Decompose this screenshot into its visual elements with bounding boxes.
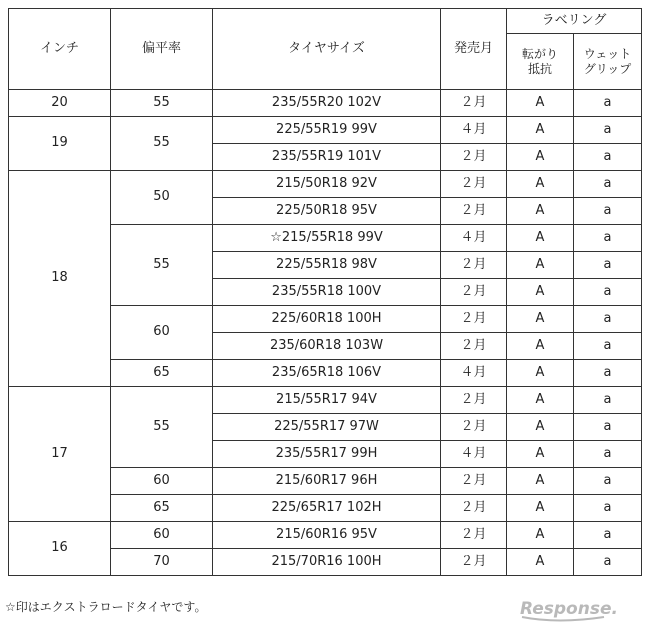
header-aspect-ratio: 偏平率 [111,9,213,90]
release-month-cell: ４月 [441,117,507,144]
header-tire-size: タイヤサイズ [213,9,441,90]
wet-grip-cell: a [574,495,642,522]
tire-size-cell: 235/55R18 100V [213,279,441,306]
wet-grip-cell: a [574,468,642,495]
release-month-cell: ２月 [441,144,507,171]
tire-size-cell: 215/50R18 92V [213,171,441,198]
rolling-resistance-cell: A [507,171,574,198]
aspect-ratio-cell: 55 [111,117,213,171]
table-body [9,90,642,576]
aspect-ratio-cell: 55 [111,90,213,117]
release-month-cell: ２月 [441,495,507,522]
header-labeling: ラベリング [507,9,642,34]
aspect-ratio-cell: 50 [111,171,213,225]
release-month-cell: ２月 [441,333,507,360]
aspect-ratio-cell: 65 [111,360,213,387]
release-month-cell: ２月 [441,198,507,225]
wet-grip-cell: a [574,414,642,441]
aspect-ratio-cell: 60 [111,522,213,549]
tire-size-cell: 225/55R18 98V [213,252,441,279]
aspect-ratio-cell: 70 [111,549,213,576]
tire-size-cell: 225/60R18 100H [213,306,441,333]
release-month-cell: ２月 [441,90,507,117]
wet-grip-cell: a [574,171,642,198]
rolling-resistance-cell: A [507,198,574,225]
wet-grip-cell: a [574,360,642,387]
tire-size-cell: 235/60R18 103W [213,333,441,360]
response-logo [518,593,638,625]
tire-size-cell: 215/55R17 94V [213,387,441,414]
aspect-ratio-cell: 60 [111,306,213,360]
rolling-resistance-cell: A [507,252,574,279]
tire-size-cell: 235/55R19 101V [213,144,441,171]
inch-cell: 19 [9,117,111,171]
tire-size-cell: 235/65R18 106V [213,360,441,387]
release-month-cell: ２月 [441,522,507,549]
rolling-resistance-cell: A [507,333,574,360]
wet-grip-cell: a [574,522,642,549]
wet-grip-cell: a [574,387,642,414]
tire-size-cell: 225/55R19 99V [213,117,441,144]
footnote: ☆印はエクストラロードタイヤです。 [5,600,207,614]
rolling-resistance-cell: A [507,468,574,495]
aspect-ratio-cell: 55 [111,387,213,468]
header-rolling-resistance-line2: 抵抗 [527,61,552,76]
rolling-resistance-cell: A [507,441,574,468]
rolling-resistance-cell: A [507,549,574,576]
header-release-month: 発売月 [441,9,507,90]
rolling-resistance-cell: A [507,360,574,387]
wet-grip-cell: a [574,333,642,360]
release-month-cell: ２月 [441,549,507,576]
table-header [9,9,642,90]
wet-grip-cell: a [574,441,642,468]
rolling-resistance-cell: A [507,279,574,306]
tire-size-cell: 235/55R17 99H [213,441,441,468]
header-wet-grip [574,34,642,90]
inch-cell: 20 [9,90,111,117]
tire-size-cell: 225/55R17 97W [213,414,441,441]
aspect-ratio-cell: 55 [111,225,213,306]
tire-size-table [8,8,642,576]
rolling-resistance-cell: A [507,117,574,144]
tire-size-cell: 225/50R18 95V [213,198,441,225]
release-month-cell: ２月 [441,252,507,279]
response-logo-text: Response. [520,599,618,619]
release-month-cell: ２月 [441,171,507,198]
rolling-resistance-cell: A [507,522,574,549]
header-inch: インチ [9,9,111,90]
wet-grip-cell: a [574,225,642,252]
wet-grip-cell: a [574,144,642,171]
inch-cell: 18 [9,171,111,387]
inch-cell: 17 [9,387,111,522]
release-month-cell: ４月 [441,360,507,387]
inch-cell: 16 [9,522,111,576]
wet-grip-cell: a [574,549,642,576]
wet-grip-cell: a [574,306,642,333]
tire-size-cell: 225/65R17 102H [213,495,441,522]
rolling-resistance-cell: A [507,414,574,441]
rolling-resistance-cell: A [507,387,574,414]
aspect-ratio-cell: 60 [111,468,213,495]
release-month-cell: ２月 [441,387,507,414]
header-wet-grip-line1: ウェット [583,46,632,61]
release-month-cell: ４月 [441,225,507,252]
release-month-cell: ２月 [441,414,507,441]
table-row [9,90,642,117]
rolling-resistance-cell: A [507,225,574,252]
tire-size-cell: ☆215/55R18 99V [213,225,441,252]
tire-size-cell: 215/70R16 100H [213,549,441,576]
release-month-cell: ２月 [441,279,507,306]
wet-grip-cell: a [574,252,642,279]
tire-size-cell: 215/60R16 95V [213,522,441,549]
table-row [9,522,642,549]
header-rolling-resistance [507,34,574,90]
wet-grip-cell: a [574,198,642,225]
rolling-resistance-cell: A [507,495,574,522]
release-month-cell: ４月 [441,441,507,468]
rolling-resistance-cell: A [507,90,574,117]
rolling-resistance-cell: A [507,306,574,333]
table-row [9,171,642,198]
header-rolling-resistance-line1: 転がり [521,46,558,61]
tire-size-cell: 235/55R20 102V [213,90,441,117]
wet-grip-cell: a [574,117,642,144]
table-row [9,387,642,414]
wet-grip-cell: a [574,279,642,306]
tire-size-cell: 215/60R17 96H [213,468,441,495]
release-month-cell: ２月 [441,306,507,333]
aspect-ratio-cell: 65 [111,495,213,522]
rolling-resistance-cell: A [507,144,574,171]
release-month-cell: ２月 [441,468,507,495]
table-row [9,117,642,144]
wet-grip-cell: a [574,90,642,117]
header-wet-grip-line2: グリップ [583,61,632,76]
